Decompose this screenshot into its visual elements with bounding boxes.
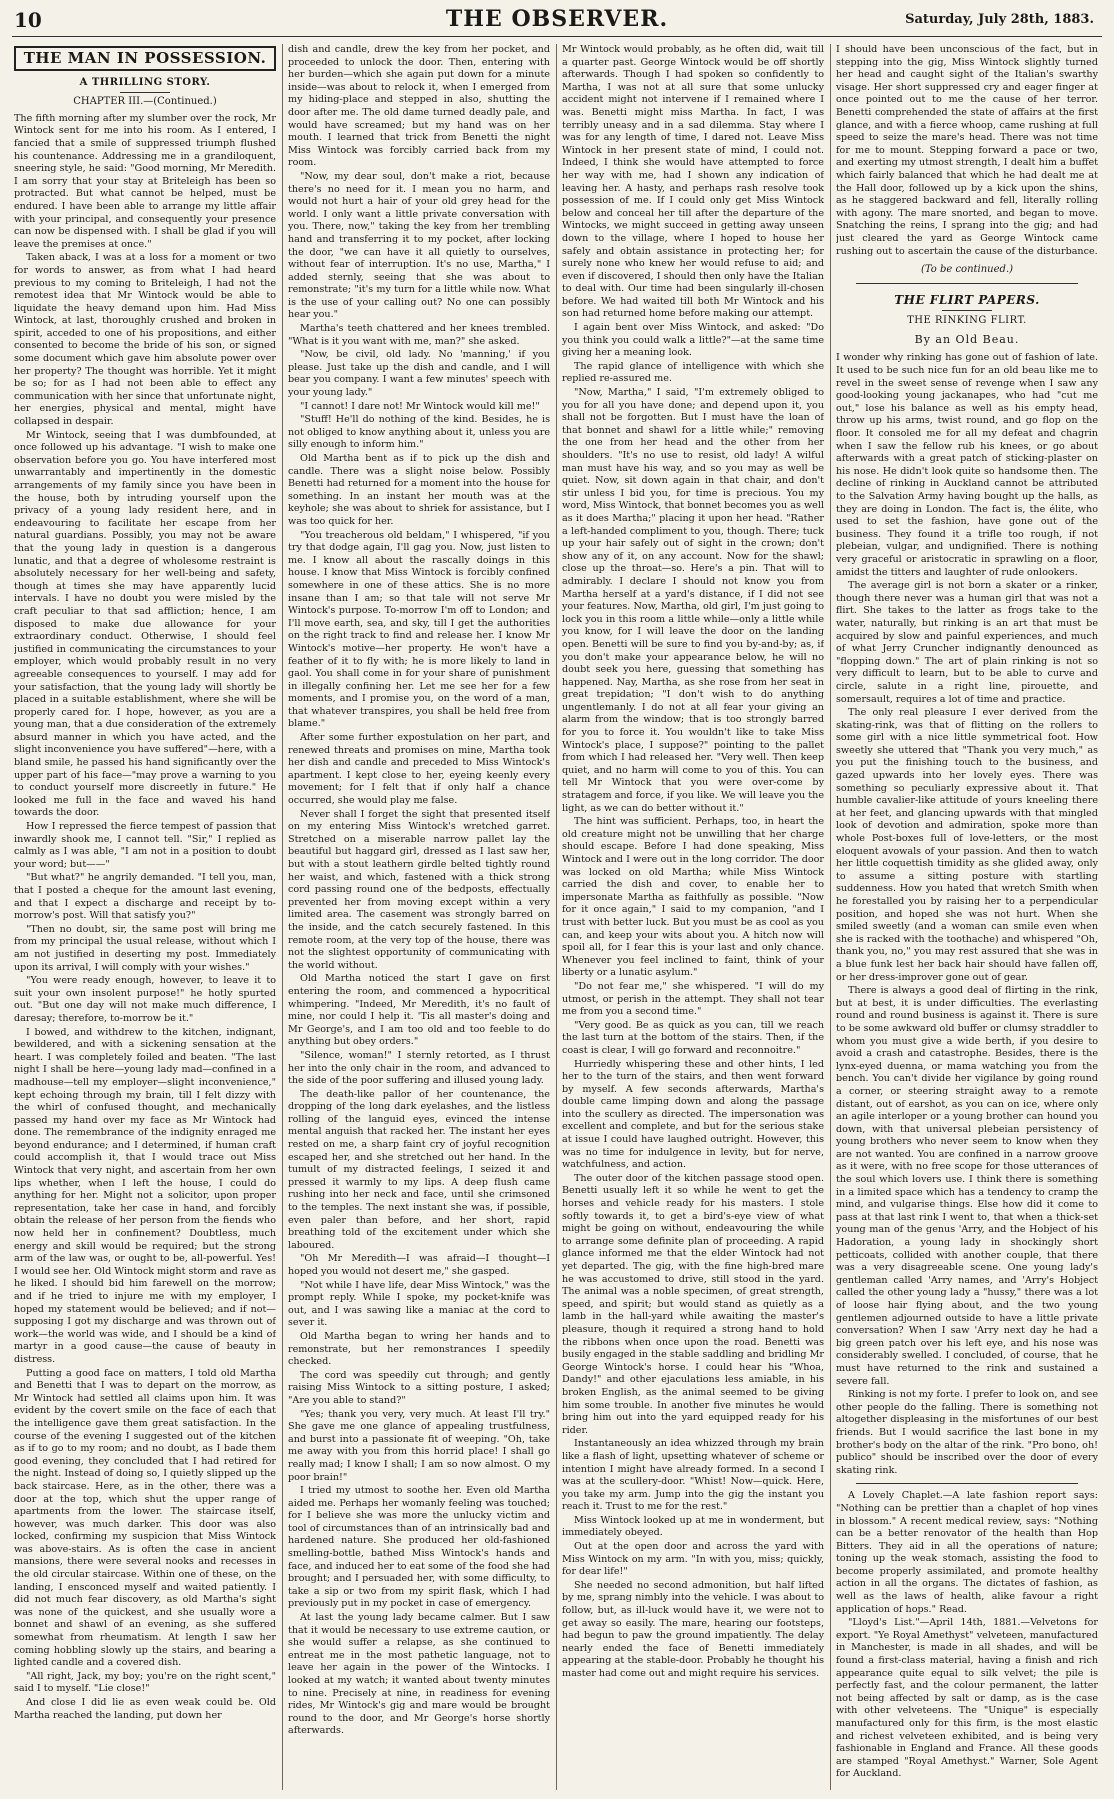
story-paragraph: The death-like pallor of her countenance, the dropping of the long dark eyelashes, and the listless rolling of the languid eyes, evinced the intense mental anguish that racked her. The instant her eyes rested on me, a sharp faint cry of joyful recognition escaped her, and she stretched out her hand. In the tumult of my distracted feelings, I seized it and pressed it warmly to my lips. A deep flush came rushing into her neck and face, until she crimsoned to the temples. The next instant she was, if possible, even paler than before, and her short, rapid breathing told of the excitement under which she laboured. [288,1088,550,1251]
story-paragraph: Old Martha bent as if to pick up the dish and candle. There was a slight noise below. Possibly Benetti had returned for a moment into the house for something. In an instant her mouth was at the keyhole; she was about to shriek for assistance, but I was too quick for her. [288,453,550,527]
section-title: THE FLIRT PAPERS. [894,292,1040,307]
divider [856,1483,1078,1484]
byline: By an Old Beau. [914,332,1020,346]
story-title: THE MAN IN POSSESSION. [14,46,276,71]
story-paragraph: And close I did lie as even weak could be. Old Martha reached the landing, put down her [14,1697,276,1721]
issue-date: Saturday, July 28th, 1883. [905,12,1094,27]
story-paragraph: "But what?" he angrily demanded. "I tell you, man, that I posted a cheque for the amount last evening, and that I expect a discharge and receipt by to-morrow's post. Will that satisfy you?" [14,872,276,922]
article-paragraph: There is always a good deal of flirting in the rink, but at best, it is under difficulties. The everlasting round and round business is against it. There is sure to be some awkward old buffer or clumsy straddler to whom you must give a wide berth, if you desire to avoid a crash and catastrophe. Besides, there is the lynx-eyed duenna, or mama watching you from the bench. You can't divide her vigilance by going round a corner, or steering straight away to a remote distant, out of earshot, as you can on ice, where only an agile interloper or a young brother can hound you down, with that universal plebeian persistency of young brothers who never seem to know when they are not wanted. You are confined in a narrow groove as it were, with no free scope for those utterances of the soul which lovers use. I think there is something in a limited space which has a tendency to cramp the mind, and vulgarise things. Else how did it come to pass at that last rink I went to, that when a thick-set young man of the genus 'Arry, and the Hobject of his Hadoration, a young lady in shockingly short petticoats, collided with another couple, that there was a very disagreeable scene. One young lady's gentleman called 'Arry names, and 'Arry's Hobject called the other young lady a "hussy," there was a lot of loose hair flying about, and the two young gentlemen adjourned outside to have a little private conversation? When I saw 'Arry next day he had a big green patch over his left eye, and his nose was considerably swelled. I concluded, of course, that he must have returned to the rink and sustained a severe fall. [836,985,1098,1387]
masthead [0,0,1114,40]
story-paragraph: She needed no second admonition, but half lifted by me, sprang nimbly into the vehicle. I was about to follow, but, as ill-luck would have it, we were not to get away so easily. The mare, hearing our footsteps, had begun to paw the ground impatiently. The delay nearly ended the face of Benetti immediately appearing at the stable-door. Probably he thought his master had come out and might require his services. [562,1579,824,1679]
story-subtitle: A THRILLING STORY. [79,76,211,88]
story-paragraph: Old Martha noticed the start I gave on first entering the room, and commenced a hypocritical whimpering. "Indeed, Mr Meredith, it's no fault of mine, nor could I help it. 'Tis all master's doing and Mr George's, and I am too old and too feeble to do anything but obey orders." [288,973,550,1048]
story-paragraph: The outer door of the kitchen passage stood open. Benetti usually left it so while he went to get the horses and vehicle ready for his masters. I stole softly towards it, to get a bird's-eye view of what might be going on without, endeavouring the while to arrange some definite plan of proceeding. A rapid glance informed me that the elder Wintock had not yet departed. The gig, with the fine high-bred mare he was accustomed to drive, still stood in the yard. The animal was a noble specimen, of great strength, speed, and spirit; but would stand as quietly as a lamb in the hall-yard while awaiting the master's pleasure, though it required a strong hand to hold the ribbons when once upon the road. Benetti was busily engaged in the stable saddling and bridling Mr George Wintock's horse. I could hear his "Whoa, Dandy!" and other ejaculations less amiable, in his broken English, as the animal seemed to be giving him some trouble. In another five minutes he would bring him out into the yard equipped ready for his rider. [562,1172,824,1436]
story-paragraph: Taken aback, I was at a loss for a moment or two for words to answer, as from what I had heard previous to my coming to Briteleigh, I had not the remotest idea that Mr Wintock would be able to liquidate the heavy demand upon him. Had Miss Wintock, at last, thoroughly crushed and broken in spirit, acceded to one of his propositions, and either consented to become the bride of his son, or signed some document which gave him absolute power over her property? The thought was horrible. Yet it might be so; for as I had not been able to effect any communication with her since that unfortunate night, her energies, physical and mental, might have collapsed in despair. [14,252,276,428]
story-paragraph: At last the young lady became calmer. But I saw that it would be necessary to use extreme caution, or she would suffer a relapse, as she continued to entreat me in the most pathetic language, not to leave her again in the power of the Wintocks. I looked at my watch; it wanted about twenty minutes to nine. Precisely at nine, in readiness for evening rides, Mr Wintock's gig and mare would be brought round to the door, and Mr George's horse shortly afterwards. [288,1612,550,1737]
masthead-rule [12,36,1102,37]
story-paragraph: I again bent over Miss Wintock, and asked: "Do you think you could walk a little?"—at the same time giving her a meaning look. [562,322,824,359]
divider [120,92,170,93]
story-paragraph: Putting a good face on matters, I told old Martha and Benetti that I was to depart on the morrow, as Mr Wintock had settled all claims upon him. It was evident by the covert smile on the face of each that the intelligence gave them great satisfaction. In the course of the evening I suggested out of the kitchen as if to go to my room; and no doubt, as I bade them good evening, they concluded that I had retired for the night. Instead of doing so, I quietly slipped up the back staircase. Here, as in the other, there was a door at the top, which shut the upper range of apartments from the lower. The staircase itself, however, was much darker. This door was also locked, confirming my suspicion that Miss Wintock was above-stairs. As is often the case in ancient mansions, there were several nooks and recesses in the old circular staircase. Within one of these, on the landing, I ensconced myself and waited patiently. I did not much fear discovery, as old Martha's sight was none of the quickest, and she usually wore a bonnet and shawl of an evening, as she suffered somewhat from rheumatism. At length I saw her coming hobbling slowly up the stairs, and bearing a lighted candle and a covered dish. [14,1367,276,1669]
story-paragraph: "You treacherous old beldam," I whispered, "if you try that dodge again, I'll gag you. Now, just listen to me. I know all about the rascally doings in this house. I know that Miss Wintock is forcibly confined somewhere in one of these attics. She is no more insane than I am; so that tale will not serve Mr Wintock's purpose. To-morrow I'm off to London; and I'll move earth, sea, and sky, till I get the authorities on the right track to find and release her. I know Mr Wintock's motive—her property. He won't have a feather of it to fly with; he is more likely to land in gaol. You shall come in for your share of punishment in illegally confining her. Let me see her for a few moments, and I promise you, on the word of a man, that whatever transpires, you shall be held free from blame." [288,529,550,730]
story-paragraph: "Now, Martha," I said, "I'm extremely obliged to you for all you have done; and depend upon it, you shall not be forgotten. But I must have the loan of that bonnet and shawl for a little while;" removing the one from her head and the other from her shoulders. "It's no use to resist, old lady! A wilful man must have his way, and so you may as well be quiet. Now, sit down again in that chair, and don't stir unless I bid you, for time is precious. You my word, Miss Wintock, that bonnet becomes you as well as it does Martha;" placing it upon her head. "Rather a left-handed compliment to you, though. There; tuck up your hair safely out of sight in the crown; don't show any of it, on any account. Now for the shawl; close up the throat—so. Here's a pin. That will to admirably. I declare I should not know you from Martha herself at a yard's distance, if I did not see your features. Now, Martha, old girl, I'm just going to lock you in this room a little while—only a little while you know, for I will leave the door on the landing open. Benetti will be sure to find you by-and-by; as, if you don't make your appearance below, he will no doubt seek you here, guessing that something has happened. Nay, Martha, as she rose from her seat in great trepidation; "I don't wish to do anything ungentlemanly. I do not at all fear your giving an alarm from the window; that is too strongly barred for you to force it. You wouldn't like to take Miss Wintock's place, I suppose?" pointing to the pallet from which I had released her. "Very well. Then keep quiet, and no harm will come to you of this. You can tell Mr Wintock that you were over-come by stratagem and force, if you like. We will leave you the light, as we can do better without it." [562,387,824,814]
story-paragraph: The fifth morning after my slumber over the rock, Mr Wintock sent for me into his room. As I entered, I fancied that a smile of suppressed triumph flushed his countenance. Addressing me in a grandiloquent, sneering style, he said: "Good morning, Mr Meredith. I am sorry that your stay at Briteleigh has been so protracted. But what cannot be helped, must be endured. I have been able to arrange my little affair with your principal, and consequently your presence can now be dispensed with. I shall be glad if you will leave the premises at once." [14,112,276,250]
article-subtitle: THE RINKING FLIRT. [907,315,1027,327]
story-paragraph: The rapid glance of intelligence with which she replied re-assured me. [562,360,824,385]
story-paragraph: "Stuff! He'll do nothing of the kind. Besides, he is not obliged to know anything about it, unless you are silly enough to inform him." [288,414,550,451]
column-4 [836,44,1098,1792]
column-3 [562,44,824,1792]
divider [942,310,992,311]
story-paragraph: "Then no doubt, sir, the same post will bring me from my principal the usual release, without which I am not justified in deserting my post. Immediately upon its arrival, I will comply with your wishes." [14,923,276,973]
column-divider [830,44,831,1790]
continued-note: (To be continued.) [920,264,1014,276]
story-paragraph: Old Martha began to wring her hands and to remonstrate, but her remonstrances I speedily checked. [288,1330,550,1368]
story-paragraph: Never shall I forget the sight that presented itself on my entering Miss Wintock's wretched garret. Stretched on a miserable narrow pallet lay the beautiful but haggard girl, dressed as I last saw her, but with a stout leathern girdle belted tightly round her waist, and which, fastened with a thick strong cord passing round one of the bedposts, effectually prevented her from moving except within a very limited area. The casement was strongly barred on the inside, and the catch securely fastened. In this remote room, at the very top of the house, there was not the slightest opportunity of communicating with the world without. [288,808,550,971]
story-paragraph: After some further expostulation on her part, and renewed threats and promises on mine, Martha took her dish and candle and preceded to Miss Wintock's apartment. I kept close to her, eyeing keenly every movement; for I felt that if only half a chance occurred, she would play me false. [288,732,550,807]
story-paragraph: "Very good. Be as quick as you can, till we reach the last turn at the bottom of the stairs. Then, if the coast is clear, I will go forward and reconnoitre." [562,1019,824,1056]
story-paragraph: Instantaneously an idea whizzed through my brain like a flash of light, upsetting whatever of scheme or intention I might have already formed. In a second I was at the scullery-door. "Whist! Now—quick. Here, you take my arm. Jump into the gig the instant you reach it. Trust to me for the rest." [562,1438,824,1513]
column-2 [288,44,550,1792]
story-paragraph: Martha's teeth chattered and her knees trembled. "What is it you want with me, man?" she asked. [288,323,550,347]
story-paragraph: "You were ready enough, however, to leave it to suit your own insolent purpose!" he hotly spurted out. "But one day will not make much difference, I daresay; therefore, to-morrow be it." [14,975,276,1024]
chapter-heading: CHAPTER III.—(Continued.) [73,96,217,108]
article-paragraph: The average girl is not born a skater or a rinker, though there never was a human girl that was not a flirt. She takes to the latter as frogs take to the water, naturally, but rinking is an art that must be acquired by slow and painful experiences, and much of what Jerry Cruncher indignantly denounced as "flopping down." The art of plain rinking is not so very difficult to learn, but to be able to curve and circle, salute in a right line, pirouette, and somersault, requires a lot of time and practice. [836,580,1098,705]
story-paragraph: "All right, Jack, my boy; you're on the right scent," said I to myself. "Lie close!" [14,1670,276,1695]
notice-paragraph: A Lovely Chaplet.—A late fashion report says: "Nothing can be prettier than a chaplet of hop vines in blossom." A recent medical review, says: "Nothing can be a better renovator of the health than Hop Bitters. They aid in all the operations of nature; toning up the weak stomach, assisting the food to become properly assimilated, and promote healthy action in all the organs. The dictates of fashion, as well as the laws of health, alike favour a right application of hops." Read. [836,1490,1098,1615]
column-1 [14,44,276,1792]
divider [856,283,1078,284]
story-paragraph: I tried my utmost to soothe her. Even old Martha aided me. Perhaps her womanly feeling was touched; for I believe she was more the unlucky victim and tool of circumstances than of an intrinsically bad and hardened nature. She produced her old-fashioned smelling-bottle, bathed Miss Wintock's hands and face, and induced her to eat some of the food she had brought; and I persuaded her, with some difficulty, to take a sip or two from my spirit flask, which I had previously put in my pocket in case of emergency. [288,1485,550,1610]
story-paragraph: Hurriedly whispering these and other hints, I led her to the turn of the stairs, and then went forward by myself. A few seconds afterwards, Martha's double came limping down and along the passage into the scullery as directed. The impersonation was excellent and complete, and but for the serious stake at issue I could have laughed outright. However, this was no time for indulgence in levity, but for nerve, watchfulness, and action. [562,1058,824,1171]
article-paragraph: The only real pleasure I ever derived from the skating-rink, was that of flitting on the rollers to some girl with a nice little symmetrical foot. How sweetly she uttered that "Thank you very much," as you put the finishing touch to the business, and gazed upwards into her lovely eyes. There was something so peculiarly expressive about it. That humble cavalier-like attitude of yours kneeling there at her feet, and glancing upwards with that mingled look of devotion and admiration, spoke more than whole Post-boxes full of love-letters, or the most eloquent avowals of your passion. And then to watch her little coquettish timidity as she glided away, only to assume a sitting posture with startling suddenness. How you hated that wretch Smith when he forestalled you by raising her to a perpendicular position, and hoped she was not hurt. When she smiled sweetly (and a woman can smile even when she is racked with the toothache) and whispered "Oh, thank you, no," you may rest assured that she was in a blue funk lest her back hair should have fallen off, or her dress-improver gone out of gear. [836,707,1098,983]
column-divider [282,44,283,1790]
story-paragraph: Mr Wintock, seeing that I was dumbfounded, at once followed up his advantage. "I wish to make one observation before you go. You have interfered most unwarrantably and impertinently in the domestic arrangements of my family since you have been in the house, both by intruding yourself upon the privacy of a young lady resident here, and in endeavouring to facilitate her escape from her natural guardians. Possibly, you may not be aware that the young lady in question is a dangerous lunatic, and that a degree of wholesome restraint is absolutely necessary for her well-being and safety, though at times she may have apparently lucid intervals. I have no doubt you were misled by the craft peculiar to that sad affliction; hence, I am disposed to make due allowance for your extraordinary conduct. Otherwise, I should feel justified in communicating the circumstances to your employer, which would probably result in no very agreeable consequences to yourself. I may add for your satisfaction, that the young lady will shortly be placed in a suitable establishment, where she will be properly cared for. I hope, however, as you are a young man, that a due consideration of the extremely absurd manner in which you have acted, and the slight inconvenience you have suffered"—here, with a bland smile, he passed his hand significantly over the upper part of his face—"may prove a warning to you to conduct yourself more discreetly in future." He looked me full in the face and waved his hand towards the door. [14,429,276,819]
newspaper-title: THE OBSERVER. [445,6,669,32]
story-paragraph: How I repressed the fierce tempest of passion that inwardly shook me, I cannot tell. "Sir," I replied as calmly as I was able, "I am not in a position to doubt your word; but——" [14,821,276,870]
story-paragraph: "Oh Mr Meredith—I was afraid—I thought—I hoped you would not desert me," she gasped. [288,1253,550,1277]
story-paragraph: "Yes; thank you very, very much. At least I'll try." She gave me one glance of appealing trustfulness, and burst into a passionate fit of weeping. "Oh, take me away with you from this horrid place! I shall go really mad; I know I shall; I am so now almost. O my poor brain!" [288,1408,550,1483]
article-paragraph: I wonder why rinking has gone out of fashion of late. It used to be such nice fun for an old beau like me to revel in the sweet sense of revenge when I saw any good-looking young jackanapes, who had "cut me out," lose his balance as well as his empty head, throw up his arms, twist round, and go flop on the floor. It consoled me for all my defeat and chagrin when I saw the fellow rub his knees, or go about afterwards with a great patch of sticking-plaster on his nose. He didn't look quite so handsome then. The decline of rinking in Auckland cannot be attributed to the Salvation Army having bought up the halls, as they are doing in London. The fact is, the élite, who used to set the fashion, have gone out of the business. They found it a trifle too rough, if not plebeian, vulgar, and undignified. There is nothing very graceful or aristocratic in sprawling on a floor, amidst the titters and laughter of rude onlookers. [836,352,1098,578]
story-paragraph: "Now, my dear soul, don't make a riot, because there's no need for it. I mean you no harm, and would not hurt a hair of your old grey head for the world. I only want a little private conversation with you. There, now," taking the key from her trembling hand and transferring it to my pocket, after locking the door, "we can have it all quietly to ourselves, without fear of interruption. It's no use, Martha," I added sternly, seeing that she was about to remonstrate; "it's my turn for a little while now. What is the use of your calling out? No one can possibly hear you." [288,170,550,321]
story-paragraph: Out at the open door and across the yard with Miss Wintock on my arm. "In with you, miss; quickly, for dear life!" [562,1541,824,1578]
story-paragraph: "Not while I have life, dear Miss Wintock," was the prompt reply. While I spoke, my pocket-knife was out, and I was sawing like a maniac at the cord to sever it. [288,1279,550,1329]
page-number: 10 [14,8,42,32]
story-paragraph: Miss Wintock looked up at me in wonderment, but immediately obeyed. [562,1514,824,1539]
story-paragraph: "Silence, woman!" I sternly retorted, as I thrust her into the only chair in the room, and advanced to the side of the poor suffering and illused young lady. [288,1049,550,1087]
story-paragraph: "Do not fear me," she whispered. "I will do my utmost, or perish in the attempt. They shall not tear me from you a second time." [562,980,824,1018]
notice-paragraph: "Lloyd's List."—April 14th, 1881.—Velvetons for export. "Ye Royal Amethyst" velveteen, manufactured in Manchester, is made in all shades, and will be found a first-class material, having a finish and rich appearance quite equal to silk velvet; the pile is perfectly fast, and the colour permanent, the latter not being affected by salt or damp, as is the case with other velveteens. The "Unique" is especially manufactured only for this firm, is the most elastic and richest velveteen exhibited, and is being very fashionable in England and France. All these goods are stamped "Royal Amethyst." Warner, Sole Agent for Auckland. [836,1617,1098,1780]
story-paragraph: dish and candle, drew the key from her pocket, and proceeded to unlock the door. Then, entering with her burden—which she again put down for a minute inside—was about to relock it, when I emerged from my hiding-place and stepped in also, shutting the door after me. The old dame turned deadly pale, and would have screamed; but my hand was on her mouth. I learned that trick from Benetti the night Miss Wintock was forcibly carried back from my room. [288,44,550,169]
story-paragraph: I should have been unconscious of the fact, but in stepping into the gig, Miss Wintock slightly turned her head and caught sight of the Italian's swarthy visage. Her short suppressed cry and eager finger at once pointed out to me the cause of her terror. Benetti comprehended the state of affairs at the first glance, and with a fierce whoop, came rushing at full speed to seize the mare's head. There was not time for me to mount. Stepping forward a pace or two, and exerting my utmost strength, I dealt him a buffet which fairly balanced that which he had dealt me at the Hall door, followed up by a kick upon the shins, as he staggered backward and fell, literally rolling with agony. The mare snorted, and began to move. Snatching the reins, I sprang into the gig; and had just cleared the yard as George Wintock came rushing out to ascertain the cause of the disturbance. [836,44,1098,257]
article-paragraph: Rinking is not my forte. I prefer to look on, and see other people do the falling. There is something not altogether displeasing in the misfortunes of our best friends. But I would sacrifice the last bone in my brother's body on the altar of the rink. "Pro bono, oh! publico" should be inscribed over the door of every skating rink. [836,1389,1098,1476]
story-paragraph: The cord was speedily cut through; and gently raising Miss Wintock to a sitting posture, I asked; "Are you able to stand?" [288,1369,550,1406]
story-paragraph: I bowed, and withdrew to the kitchen, indignant, bewildered, and with a sickening sensation at the heart. I was completely foiled and beaten. "The last night I shall be here—young lady mad—confined in a madhouse—tell my employer—slight inconvenience," kept echoing through my brain, till I felt dizzy with the whirl of confused thought, and mechanically passed my hand over my face as Mr Wintock had done. The remembrance of the indignity enraged me beyond endurance; and I determined, if human craft could accomplish it, that I would trace out Miss Wintock that very night, and ascertain from her own lips whether, when I left the house, I could do anything for her. Might not a solicitor, upon proper representation, take her case in hand, and forcibly obtain the release of her person from the fiends who now held her in confinement? Doubtless, much energy and skill would be required; but the strong arm of the law was, or ought to be, all-powerful. Yes! I would see her. Old Wintock might storm and rave as he liked. I should bid him farewell on the morrow; and if he tried to injure me with my employer, I hoped my statement would be believed; and if not—supposing I got my discharge and was thrown out of work—the world was wide, and I should be a kind of martyr in a good cause—the cause of beauty in distress. [14,1026,276,1365]
story-paragraph: "Now, be civil, old lady. No 'manning,' if you please. Just take up the dish and candle, and I will bear you company. I want a few minutes' speech with your young lady." [288,349,550,399]
column-divider [556,44,557,1790]
story-paragraph: "I cannot! I dare not! Mr Wintock would kill me!" [300,400,540,412]
story-paragraph: The hint was sufficient. Perhaps, too, in heart the old creature might not be unwilling that her charge should escape. Before I had done speaking, Miss Wintock and I were out in the long corridor. The door was locked on old Martha; while Miss Wintock carried the dish and cover, to enable her to impersonate Martha as faithfully as possible. "Now for it once again," I said to my companion, "and I trust with better luck. But you must be as cool as you can, and keep your wits about you. A hitch now will spoil all, for I fear this is your last and only chance. Whenever you feel inclined to faint, think of your liberty or a lunatic asylum." [562,816,824,979]
story-paragraph: Mr Wintock would probably, as he often did, wait till a quarter past. George Wintock would be off shortly afterwards. Though I had spoken so confidently to Martha, I was not at all sure that some unlucky accident might not intervene if I remained where I was. Benetti might miss Martha. In fact, I was terribly uneasy and in a sad dilemma. Stay where I was for any length of time, I dared not. Leave Miss Wintock in her present state of mind, I could not. Indeed, I think she would have attempted to force her way with me, had I shown any indication of leaving her. A hasty, and perhaps rash resolve took possession of me. If I could only get Miss Wintock below and conceal her till after the departure of the Wintocks, we might succeed in getting away unseen down to the village, where I hoped to house her safely and obtain assistance in protecting her; for surely none who knew her would refuse to aid; and even if discovered, I should then only have the Italian to deal with. Our time had been singularly ill-chosen before. We had waited till both Mr Wintock and his son had returned home before making our attempt. [562,44,824,320]
